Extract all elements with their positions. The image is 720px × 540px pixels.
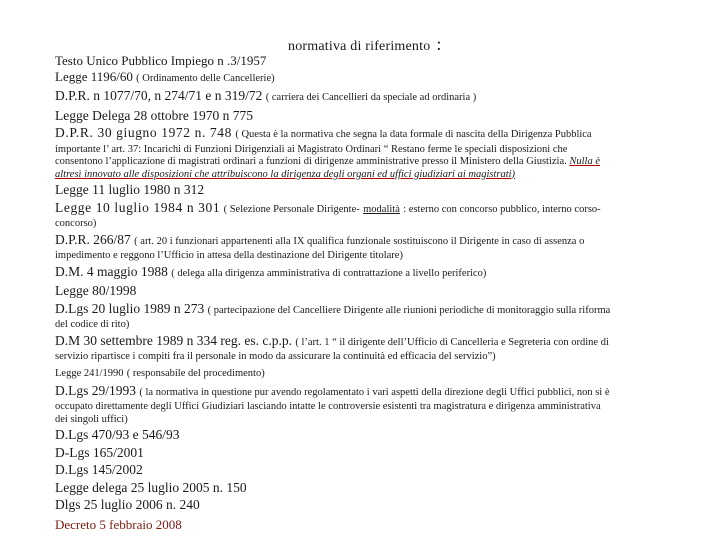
list-item: [55, 69, 685, 87]
list-item: [55, 364, 685, 382]
list-item: [55, 107, 685, 125]
list-item: [55, 426, 685, 444]
list-item: [55, 332, 685, 364]
regulation-note: ( Questa è la normativa che segna la data formale di nascita della Dirigenza Pubblica: [235, 129, 592, 140]
regulation-note-underlined-line: altresì innovato alle disposizioni che attribuiscono la dirigenza degli organi ed uffici giudiziari ai magistrati): [55, 168, 516, 180]
title-colon: :: [436, 34, 442, 54]
regulation-note-text: consentono l’applicazione di magistrati ordinari a funzioni di dirigenze amministrative presso il Ministero della Giustizia.: [55, 156, 567, 167]
page-title: [288, 34, 442, 55]
list-item: [55, 231, 685, 263]
list-item: [55, 263, 685, 283]
regulation-note: : esterno con concorso pubblico, interno corso-: [403, 203, 601, 215]
regulation-note-line: impedimento e reggono l’Ufficio in attesa della destinazione del Dirigente titolare): [55, 250, 403, 261]
regulation-note-line: servizio ripartisce i compiti fra il personale in modo da assicurare la continuità ed efficacia del servizio”): [55, 351, 496, 362]
regulation-note-line: [55, 156, 685, 169]
regulation-note: ( responsabile del procedimento): [126, 367, 265, 379]
regulation-title: D.M. 4 maggio 1988: [55, 263, 168, 279]
regulation-title: D.Lgs 145/2002: [55, 462, 143, 477]
regulation-note: ( carriera dei Cancellieri da speciale ad ordinaria ): [265, 92, 477, 103]
regulation-note-line: concorso): [55, 218, 97, 229]
regulation-list: [55, 53, 685, 533]
list-item: [55, 124, 685, 181]
regulation-title: Legge 241/1990: [55, 367, 124, 379]
list-item: [55, 87, 685, 107]
regulation-title: Legge 10 luglio 1984 n 301: [55, 199, 221, 215]
regulation-note: ( l’art. 1 “ il dirigente dell’Ufficio di Cancelleria e Segreteria con ordine di: [295, 336, 609, 348]
regulation-note-line: del codice di rito): [55, 319, 130, 330]
regulation-title: D.P.R. n 1077/70, n 274/71 e n 319/72: [55, 88, 263, 103]
list-item: [55, 282, 685, 300]
regulation-title: Legge 80/1998: [55, 283, 137, 298]
regulation-title: Testo Unico Pubblico Impiego n .3/1957: [55, 53, 267, 68]
list-item: [55, 199, 685, 231]
regulation-note-line: importante l’ art. 37: Incarichi di Funzioni Dirigenziali ai Magistrato Ordinari “ Restano ferme le speciali disposizioni che: [55, 143, 568, 155]
regulation-note: ( Selezione Personale Dirigente-: [223, 203, 360, 215]
regulation-note-underlined: Nulla è: [569, 156, 600, 167]
regulation-note: ( art. 20 i funzionari appartenenti alla IX qualifica funzionale sostituiscono il Dirigente in caso di assenza o: [134, 235, 585, 247]
regulation-title: D.Lgs 470/93 e 546/93: [55, 427, 180, 442]
regulation-title: Legge Delega 28 ottobre 1970 n 775: [55, 107, 253, 123]
title-text: normativa di riferimento: [288, 39, 431, 54]
regulation-note: ( delega alla dirigenza amministrativa di contrattazione a livello periferico): [171, 267, 487, 279]
regulation-title: Decreto 5 febbraio 2008: [55, 516, 182, 532]
regulation-title: Legge 1196/60: [55, 69, 133, 84]
regulation-title: D.P.R. 30 giugno 1972 n. 748: [55, 125, 232, 140]
regulation-title: Dlgs 25 luglio 2006 n. 240: [55, 497, 200, 512]
regulation-note-underlined: modalità: [363, 203, 400, 215]
list-item: [55, 382, 685, 427]
list-item: [55, 300, 685, 332]
list-item: [55, 181, 685, 199]
regulation-title: D.M 30 settembre 1989 n 334 reg. es. c.p.p.: [55, 332, 292, 348]
regulation-note: ( partecipazione del Cancelliere Dirigente alle riunioni periodiche di monitoraggio sulla riforma: [207, 304, 611, 316]
list-item: [55, 461, 685, 479]
regulation-note: ( Ordinamento delle Cancellerie): [136, 73, 275, 84]
list-item: [55, 444, 685, 462]
list-item: [55, 53, 685, 69]
list-item: [55, 496, 685, 514]
regulation-title: D-Lgs 165/2001: [55, 444, 144, 460]
regulation-title: D.Lgs 20 luglio 1989 n 273: [55, 300, 205, 316]
regulation-title: Legge delega 25 luglio 2005 n. 150: [55, 479, 247, 495]
list-item: [55, 479, 685, 497]
list-item: [55, 517, 685, 533]
regulation-title: D.Lgs 29/1993: [55, 382, 136, 398]
regulation-title: Legge 11 luglio 1980 n 312: [55, 182, 205, 197]
regulation-note-line: dei singoli uffici): [55, 413, 128, 425]
regulation-title: D.P.R. 266/87: [55, 231, 131, 247]
regulation-note-line: occupato direttamente degli Uffici Giudiziari lasciando intatte le controversie esistenti tra magistratura e dirigenza amministrativa: [55, 401, 601, 412]
regulation-note: ( la normativa in questione pur avendo regolamentato i vari aspetti della direzione degli Uffici pubblici, non si è: [139, 386, 610, 398]
